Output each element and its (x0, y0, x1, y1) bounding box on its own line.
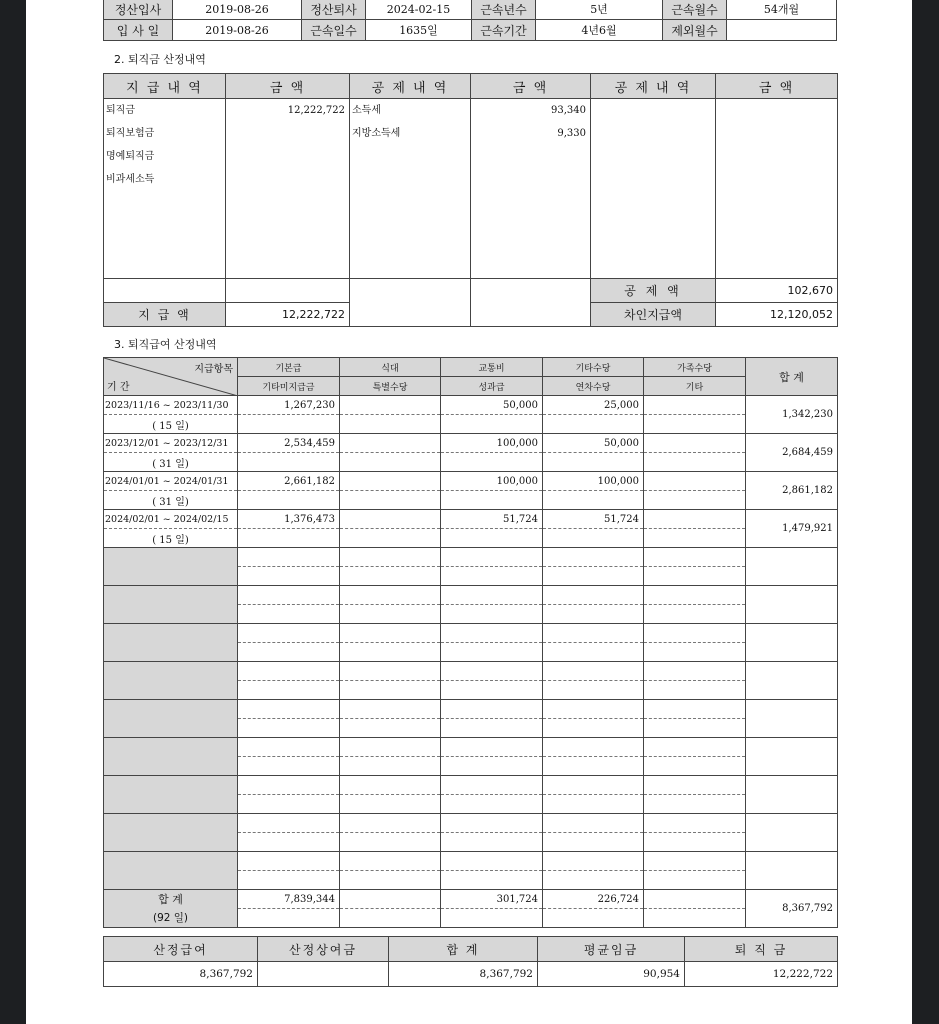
family-allowance (644, 434, 746, 453)
other-allowance: 51,724 (543, 510, 644, 529)
deduct-amounts-list (471, 99, 591, 279)
sum-row (104, 890, 838, 909)
pay-total-label: 지 급 액 (104, 303, 226, 327)
meal-pay (340, 396, 441, 415)
meal-pay (340, 472, 441, 491)
family-allowance (644, 396, 746, 415)
empty-row (104, 548, 838, 567)
net-pay-value: 12,120,052 (716, 303, 838, 327)
other-allowance: 25,000 (543, 396, 644, 415)
family-allowance (644, 472, 746, 491)
severance-totals (103, 278, 838, 327)
period: 2024/02/01 ~ 2024/02/15 (104, 510, 238, 529)
period: 2023/12/01 ~ 2023/12/31 (104, 434, 238, 453)
other-allowance: 100,000 (543, 472, 644, 491)
period-days: ( 31 일) (104, 491, 238, 510)
row-total: 2,861,182 (746, 472, 838, 510)
header-deduct-items-2: 공 제 내 역 (591, 74, 716, 99)
meal-pay (340, 510, 441, 529)
col-header-other-allowance: 기타수당 (543, 358, 644, 377)
settle-leave-value: 2024-02-15 (366, 0, 472, 20)
pay-amount: 12,222,722 (287, 105, 345, 116)
basic-pay: 1,376,473 (238, 510, 340, 529)
service-days-value: 1635일 (366, 20, 472, 41)
empty-row (104, 662, 838, 681)
summary-calc-pay: 8,367,792 (104, 962, 258, 987)
other-allowance: 50,000 (543, 434, 644, 453)
excluded-months-label: 제외월수 (663, 20, 727, 41)
period: 2024/01/01 ~ 2024/01/31 (104, 472, 238, 491)
row-total: 1,479,921 (746, 510, 838, 548)
summary-avg-wage: 90,954 (538, 962, 685, 987)
deduct-total-value: 102,670 (716, 279, 838, 303)
col-header-etc: 기타 (644, 377, 746, 396)
period: 2023/11/16 ~ 2023/11/30 (104, 396, 238, 415)
pay-items-list (104, 99, 226, 279)
pay-total-value: 12,222,722 (226, 303, 350, 327)
empty-row (104, 852, 838, 871)
sum-transport: 301,724 (441, 890, 543, 909)
empty-row (104, 624, 838, 643)
basic-pay: 2,534,459 (238, 434, 340, 453)
pay-item: 비과세소득 (106, 174, 155, 185)
pay-amounts-list (226, 99, 350, 279)
excluded-months-value (727, 20, 837, 41)
sum-label: 합 계 (104, 890, 238, 909)
col-header-total: 합 계 (746, 358, 838, 396)
service-years-label: 근속년수 (472, 0, 536, 20)
col-header-meal: 식대 (340, 358, 441, 377)
col-header-basic: 기본급 (238, 358, 340, 377)
empty-deduct-col (591, 99, 716, 279)
header-deduct-amount: 금 액 (471, 74, 591, 99)
join-date-label: 입 사 일 (104, 20, 173, 41)
table-row (104, 396, 838, 415)
col-header-transport: 교통비 (441, 358, 543, 377)
service-days-label: 근속일수 (302, 20, 366, 41)
service-months-label: 근속월수 (663, 0, 727, 20)
join-date-value: 2019-08-26 (173, 20, 302, 41)
period-days: ( 31 일) (104, 453, 238, 472)
empty-deduct-amount-col (716, 99, 838, 279)
col-header-bonus: 성과급 (441, 377, 543, 396)
period-days: ( 15 일) (104, 529, 238, 548)
deduct-amount: 93,340 (551, 105, 586, 116)
deduct-amount: 9,330 (557, 128, 586, 139)
transport-pay: 50,000 (441, 396, 543, 415)
header-deduct-items: 공 제 내 역 (350, 74, 471, 99)
header-pay-items: 지 급 내 역 (104, 74, 226, 99)
settle-join-value: 2019-08-26 (173, 0, 302, 20)
col-header-family: 가족수당 (644, 358, 746, 377)
summary-header-calc-pay: 산정급여 (104, 937, 258, 962)
transport-pay: 100,000 (441, 472, 543, 491)
corner-bottom-label: 기 간 (107, 382, 130, 393)
header-deduct-amount-2: 금 액 (716, 74, 838, 99)
summary-header-severance: 퇴 직 금 (685, 937, 838, 962)
pay-item: 퇴직보험금 (106, 128, 155, 139)
row-total: 2,684,459 (746, 434, 838, 472)
severance-table (103, 73, 838, 279)
sum-other: 226,724 (543, 890, 644, 909)
table-row (104, 434, 838, 453)
empty-row (104, 776, 838, 795)
service-period-label: 근속기간 (472, 20, 536, 41)
empty-row (104, 700, 838, 719)
transport-pay: 51,724 (441, 510, 543, 529)
settle-leave-label: 정산퇴사 (302, 0, 366, 20)
settle-join-label: 정산입사 (104, 0, 173, 20)
summary-total: 8,367,792 (389, 962, 538, 987)
sum-days: (92 일) (104, 909, 238, 928)
summary-severance: 12,222,722 (685, 962, 838, 987)
sum-basic: 7,839,344 (238, 890, 340, 909)
service-period-value: 4년6월 (536, 20, 663, 41)
sum-total: 8,367,792 (746, 890, 838, 928)
family-allowance (644, 510, 746, 529)
basic-pay: 1,267,230 (238, 396, 340, 415)
deduct-total-label: 공 제 액 (591, 279, 716, 303)
deduct-items-list (350, 99, 471, 279)
empty-row (104, 586, 838, 605)
col-header-annual: 연차수당 (543, 377, 644, 396)
sum-family (644, 890, 746, 909)
corner-header (104, 358, 238, 396)
net-pay-label: 차인지급액 (591, 303, 716, 327)
summary-header-avg-wage: 평균임금 (538, 937, 685, 962)
transport-pay: 100,000 (441, 434, 543, 453)
deduct-item: 소득세 (352, 105, 381, 116)
pay-item: 명예퇴직금 (106, 151, 155, 162)
empty-row (104, 738, 838, 757)
row-total: 1,342,230 (746, 396, 838, 434)
summary-header-calc-bonus: 산정상여금 (258, 937, 389, 962)
col-header-unpaid: 기타미지급금 (238, 377, 340, 396)
meal-pay (340, 434, 441, 453)
table-row (104, 510, 838, 529)
table-row (104, 472, 838, 491)
retirement-pay-table (103, 357, 838, 928)
header-pay-amount: 금 액 (226, 74, 350, 99)
deduct-item: 지방소득세 (352, 128, 401, 139)
pay-item: 퇴직금 (106, 105, 135, 116)
sum-meal (340, 890, 441, 909)
empty-row (104, 814, 838, 833)
service-years-value: 5년 (536, 0, 663, 20)
corner-top-label: 지급항목 (194, 364, 233, 375)
summary-header-total: 합 계 (389, 937, 538, 962)
basic-pay: 2,661,182 (238, 472, 340, 491)
document-page (26, 0, 912, 1024)
service-months-value: 54개월 (727, 0, 837, 20)
summary-table (103, 936, 838, 987)
section3-title: 3. 퇴직급여 산정내역 (114, 338, 217, 351)
summary-calc-bonus (258, 962, 389, 987)
employment-info-table (103, 0, 837, 41)
period-days: ( 15 일) (104, 415, 238, 434)
col-header-special: 특별수당 (340, 377, 441, 396)
section2-title: 2. 퇴직금 산정내역 (114, 53, 206, 66)
